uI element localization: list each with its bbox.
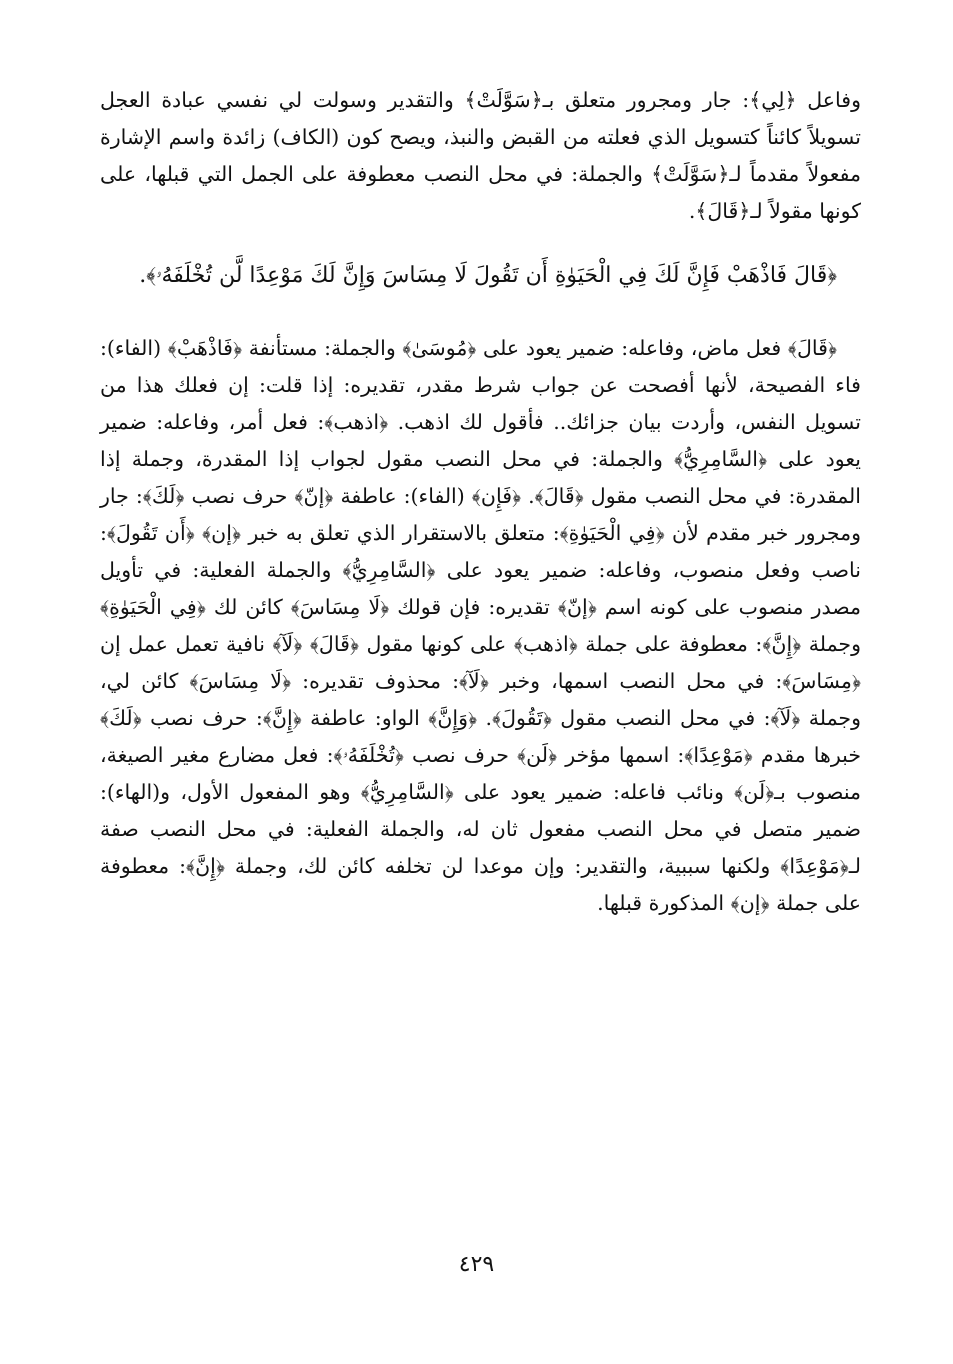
intro-paragraph: وفاعل ﴿لِي﴾: جار ومجرور متعلق بـ﴿سَوَّلَتْ﴾ والتقدير وسولت لي نفسي عبادة العجل تسويلاً كائناً كتسويل الذي فعلته من القبض والنبذ، ويصح كون (الكاف) زائدة واسم الإشارة مفعولاً مقدماً لـ﴿سَوَّلَتْ﴾ والجملة: في محل النصب معطوفة على الجمل التي قبلها، على كونها مقولاً لـ﴿قَالَ﴾.: [100, 88, 861, 223]
page-number: ٤٢٩: [458, 1252, 495, 1277]
grammar-analysis-paragraph: ﴿قَالَ﴾ فعل ماض، وفاعله: ضمير يعود على ﴿مُوسَىٰ﴾ والجملة: مستأنفة ﴿فَاذْهَبْ﴾ (الفاء): فاء الفصيحة، لأنها أفصحت عن جواب شرط مقدر، تقديره: إذا قلت: إن فعلك هذا من تسويل النفس، وأردت بيان جزائك.. فأقول لك اذهب. ﴿اذهب﴾: فعل أمر، وفاعله: ضمير يعود على ﴿السَّامِرِيُّ﴾ والجملة: في محل النصب مقول لجواب إذا المقدرة، وجملة إذا المقدرة: في محل النصب مقول ﴿قَالَ﴾. ﴿فَإِن﴾ (الفاء): عاطفة ﴿إنّ﴾ حرف نصب ﴿لَكَ﴾: جار ومجرور خبر مقدم لأن ﴿فِي الْحَيَوٰةِ﴾: متعلق بالاستقرار الذي تعلق به خبر ﴿إن﴾ ﴿أَن تَقُولَ﴾: ناصب وفعل منصوب، وفاعله: ضمير يعود على ﴿السَّامِرِيُّ﴾ والجملة الفعلية: في تأويل مصدر منصوب على كونه اسم ﴿إنّ﴾ تقديره: فإن قولك ﴿لَا مِسَاسَ﴾ كائن لك ﴿فِي الْحَيَوٰةِ﴾ وجملة ﴿إِنَّ﴾: معطوفة على جملة ﴿اذهب﴾ على كونها مقول ﴿قَالَ﴾ ﴿لَآ﴾ نافية تعمل عمل إن ﴿مِسَاسَ﴾: في محل النصب اسمها، وخبر ﴿لَآ﴾: محذوف تقديره: ﴿لَا مِسَاسَ﴾ كائن لي، وجملة ﴿لَآ﴾: في محل النصب مقول ﴿تَقُولَ﴾. ﴿وَإِنَّ﴾ الواو: عاطفة ﴿إِنَّ﴾: حرف نصب ﴿لَكَ﴾ خبرها مقدم ﴿مَوْعِدًا﴾: اسمها مؤخر ﴿لَن﴾ حرف نصب ﴿تُخْلَفَهُۥ﴾: فعل مضارع مغير الصيغة، منصوب بـ﴿لَن﴾ ونائب فاعله: ضمير يعود على ﴿السَّامِرِيُّ﴾ وهو المفعول الأول، و(الهاء): ضمير متصل في محل النصب مفعول ثان له، والجملة الفعلية: في محل النصب صفة لـ﴿مَوْعِدًا﴾ ولكنها سببية، والتقدير: وإن موعدا لن تخلفه كائن لك، وجملة ﴿إِنَّ﴾: معطوفة على جملة ﴿إن﴾ المذكورة قبلها.: [100, 336, 861, 915]
quran-verse: ﴿قَالَ فَاذْهَبْ فَإِنَّ لَكَ فِي الْحَيَوٰةِ أَن تَقُولَ لَا مِسَاسَ وَإِنَّ لَكَ مَوْعِدًا لَّن تُخْلَفَهُۥ﴾.: [139, 263, 837, 288]
